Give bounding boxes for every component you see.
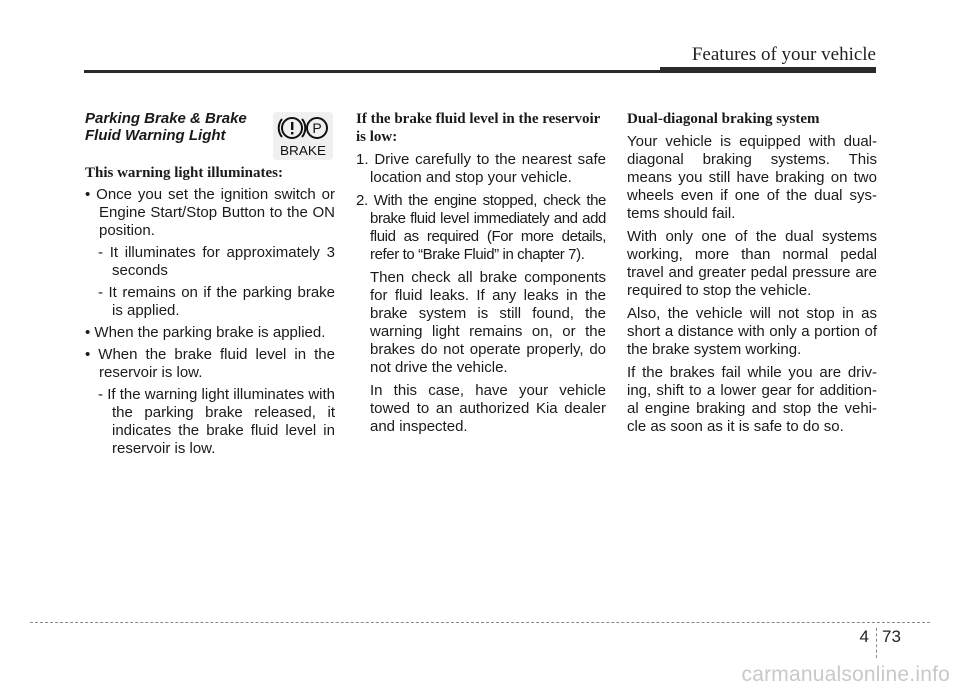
paragraph: If the brakes fail while you are driv-ing, shift to a lower gear for addition-al engine braking and stop the vehi-cle as soon as it is safe to do so. xyxy=(627,364,877,435)
paragraph: Also, the vehicle will not stop in as short a distance with only a portion of the brake system working. xyxy=(627,305,877,358)
page-number: 73 xyxy=(882,627,901,646)
column-2 xyxy=(356,110,606,436)
watermark: carmanualsonline.info xyxy=(741,663,950,686)
svg-text:P: P xyxy=(312,120,322,136)
parking-brake-warning-icon xyxy=(273,112,333,160)
chapter-number: 4 xyxy=(859,627,869,646)
subhead: Dual-diagonal braking system xyxy=(627,111,820,127)
subhead: This warning light illuminates: xyxy=(85,165,283,181)
list-item: • Once you set the ignition switch or Engine Start/Stop Button to the ON position. xyxy=(85,186,335,239)
column-3 xyxy=(627,110,877,436)
sub-list-item: - If the warning light illuminates with the parking brake released, it indicates the brake fluid level in reservoir is low. xyxy=(98,386,335,457)
header-rule-thick xyxy=(660,67,876,73)
list-item: • When the brake fluid level in the reservoir is low. xyxy=(85,346,335,381)
page-header-title: Features of your vehicle xyxy=(691,44,876,65)
header-rule xyxy=(84,70,660,73)
list-item: • When the parking brake is applied. xyxy=(85,324,326,341)
numbered-step: 2. With the engine stopped, check the brake fluid level immediately and add fluid as required (For more details, refer to “Brake Fluid” in chapter 7). xyxy=(356,192,606,263)
sub-list-item: - It illuminates for approximately 3 seconds xyxy=(98,244,335,279)
paragraph: In this case, have your vehicle towed to an authorized Kia dealer and inspected. xyxy=(370,382,606,435)
page-number-separator xyxy=(876,628,877,658)
paragraph: Your vehicle is equipped with dual-diagonal braking systems. This means you still have braking on two wheels even if one of the dual sys-tems should fail. xyxy=(627,133,877,222)
paragraph: With only one of the dual systems working, more than normal pedal travel and greater pedal pressure are required to stop the vehicle. xyxy=(627,228,877,299)
subhead: If the brake fluid level in the reservoir is low: xyxy=(356,111,600,145)
sub-list-item: - It remains on if the parking brake is applied. xyxy=(98,284,335,319)
numbered-step: 1. Drive carefully to the nearest safe location and stop your vehicle. xyxy=(356,151,606,186)
paragraph: Then check all brake components for fluid leaks. If any leaks in the brake system is still found, the warning light remains on, or the brakes do not operate properly, do not drive the vehicle. xyxy=(370,269,606,376)
column-1 xyxy=(85,110,335,458)
section-title: Parking Brake & Brake Fluid Warning Light xyxy=(85,110,247,144)
footer-rule xyxy=(30,622,930,623)
brake-icon-label: BRAKE xyxy=(280,143,327,158)
